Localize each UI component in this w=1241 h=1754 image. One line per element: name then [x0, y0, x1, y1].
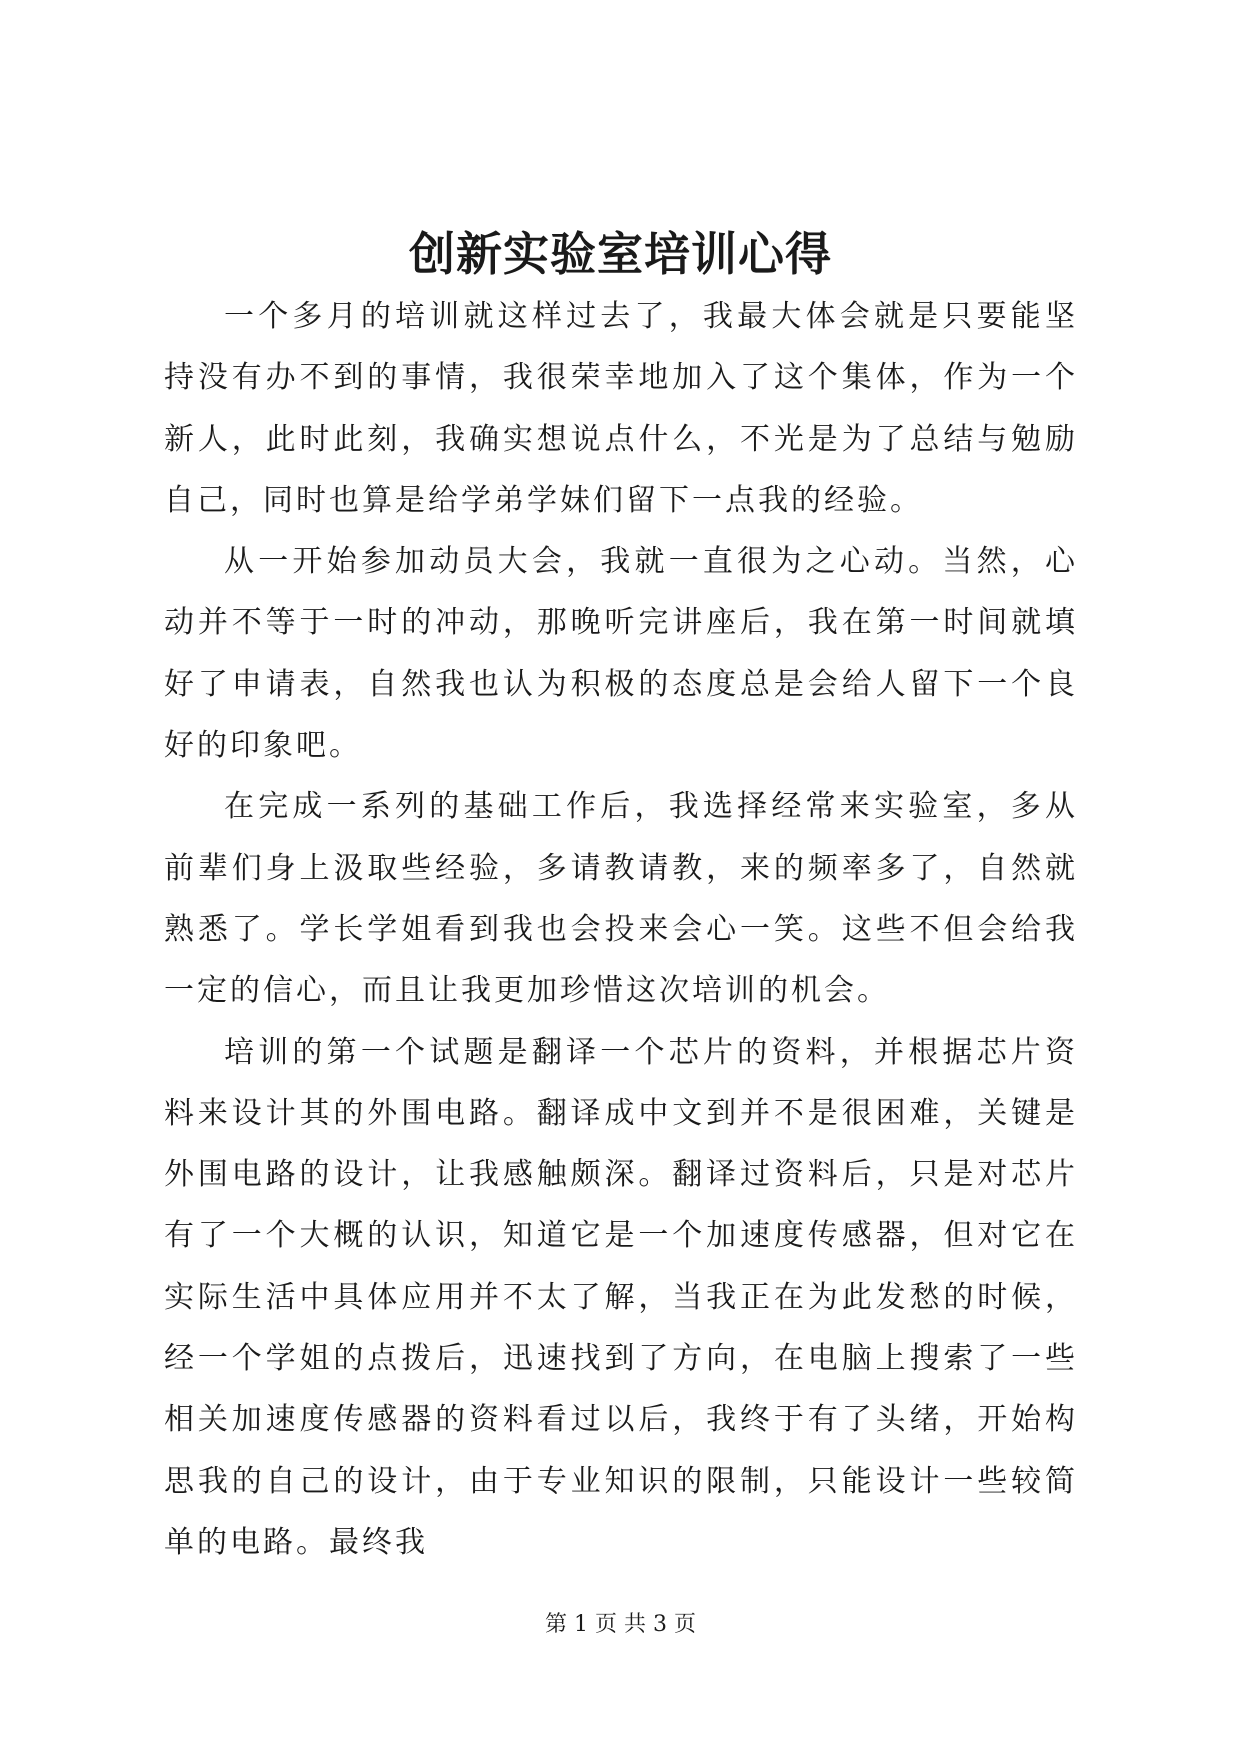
paragraph: 从一开始参加动员大会，我就一直很为之心动。当然，心动并不等于一时的冲动，那晚听完讲座后，我在第一时间就填好了申请表，自然我也认为积极的态度总是会给人留下一个良好的印象吧。 — [164, 544, 1078, 764]
paragraph: 一个多月的培训就这样过去了，我最大体会就是只要能坚持没有办不到的事情，我很荣幸地加入了这个集体，作为一个新人，此时此刻，我确实想说点什么，不光是为了总结与勉励自己，同时也算是给学弟学妹们留下一点我的经验。 — [164, 299, 1078, 518]
page-number-footer: 第 1 页 共 3 页 — [545, 1612, 696, 1637]
paragraph: 培训的第一个试题是翻译一个芯片的资料，并根据芯片资料来设计其的外围电路。翻译成中文到并不是很困难，关键是外围电路的设计，让我感触颇深。翻译过资料后，只是对芯片有了一个大概的认识，知道它是一个加速度传感器，但对它在实际生活中具体应用并不太了解，当我正在为此发愁的时候，经一个学姐的点拨后，迅速找到了方向，在电脑上搜索了一些相关加速度传感器的资料看过以后，我终于有了头绪，开始构思我的自己的设计，由于专业知识的限制，只能设计一些较简单的电路。最终我 — [164, 1034, 1078, 1560]
paragraph: 在完成一系列的基础工作后，我选择经常来实验室，多从前辈们身上汲取些经验，多请教请教，来的频率多了，自然就熟悉了。学长学姐看到我也会投来会心一笑。这些不但会给我一定的信心，而且让我更加珍惜这次培训的机会。 — [164, 789, 1078, 1009]
document-body — [164, 286, 1078, 1573]
document-title: 创新实验室培训心得 — [409, 227, 832, 281]
